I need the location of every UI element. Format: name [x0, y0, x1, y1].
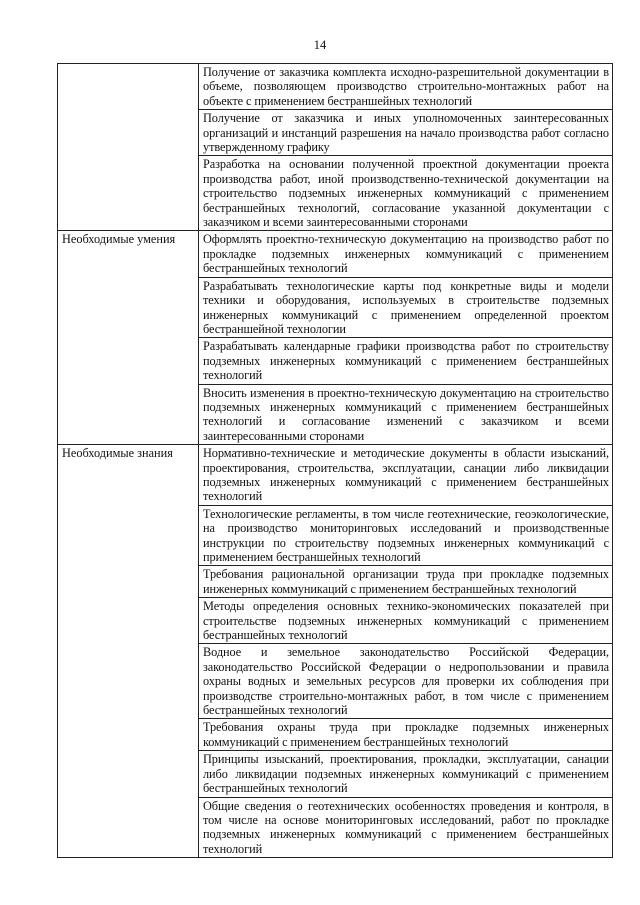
competency-table	[57, 63, 613, 858]
page-number: 14	[313, 38, 327, 52]
table-row	[58, 445, 613, 506]
table-cell: Принципы изысканий, проектирования, прокладки, эксплуатации, санации либо ликвидации подземных инженерных коммуникаций с применением бестраншейных технологий	[199, 751, 613, 797]
table-cell: Методы определения основных технико-экономических показателей при строительстве подземных инженерных коммуникаций с применением бестраншейных технологий	[199, 598, 613, 644]
table-cell: Получение от заказчика и иных уполномоченных заинтересованных организаций и инстанций разрешения на начало производства работ согласно утвержденному графику	[199, 110, 613, 156]
table-row	[58, 231, 613, 277]
table-cell: Технологические регламенты, в том числе геотехнические, геоэкологические, на производство мониторинговых исследований и производственные инструкции по строительству подземных инженерных коммуникаций с применением бестраншейных технологий	[199, 505, 613, 566]
row-label-skills: Необходимые умения	[58, 231, 199, 445]
table-cell: Оформлять проектно-техническую документацию на производство работ по прокладке подземных инженерных коммуникаций с применением бестраншейных технологий	[199, 231, 613, 277]
table-cell: Разрабатывать технологические карты под конкретные виды и модели техники и оборудования, используемых в строительстве подземных инженерных коммуникаций с применением определенной проектом бестраншейной технологии	[199, 277, 613, 338]
row-label-knowledge: Необходимые знания	[58, 445, 199, 858]
table-row	[58, 64, 613, 110]
row-label-continuation	[58, 64, 199, 231]
table-cell: Разработка на основании полученной проектной документации проекта производства работ, иной производственно-технической документации на строительство подземных инженерных коммуникаций с применением бестраншейных технологий, согласование указанной документации с заказчиком и всеми заинтересованными сторонами	[199, 156, 613, 231]
table-cell: Требования рациональной организации труда при прокладке подземных инженерных коммуникаций с применением бестраншейных технологий	[199, 566, 613, 598]
table-cell: Водное и земельное законодательство Российской Федерации, законодательство Российской Федерации о недропользовании и правила охраны водных и земельных ресурсов для проверки их соблюдения при производстве строительно-монтажных работ, в том числе с применением бестраншейных технологий	[199, 644, 613, 719]
table-cell: Вносить изменения в проектно-техническую документацию на строительство подземных инженерных коммуникаций с применением бестраншейных технологий и согласование изменений с заказчиком и всеми заинтересованными сторонами	[199, 384, 613, 445]
table-cell: Требования охраны труда при прокладке подземных инженерных коммуникаций с применением бестраншейных технологий	[199, 719, 613, 751]
table-cell: Получение от заказчика комплекта исходно-разрешительной документации в объеме, позволяющем производство строительно-монтажных работ на объекте с применением бестраншейных технологий	[199, 64, 613, 110]
table-cell: Разрабатывать календарные графики производства работ по строительству подземных инженерных коммуникаций с применением бестраншейных технологий	[199, 338, 613, 384]
table-cell: Общие сведения о геотехнических особенностях проведения и контроля, в том числе на основе мониторинговых исследований, работ по прокладке подземных инженерных коммуникаций с применением бестраншейных технологий	[199, 797, 613, 858]
table-cell: Нормативно-технические и методические документы в области изысканий, проектирования, строительства, эксплуатации, санации либо ликвидации подземных инженерных коммуникаций с применением бестраншейных технологий	[199, 445, 613, 506]
